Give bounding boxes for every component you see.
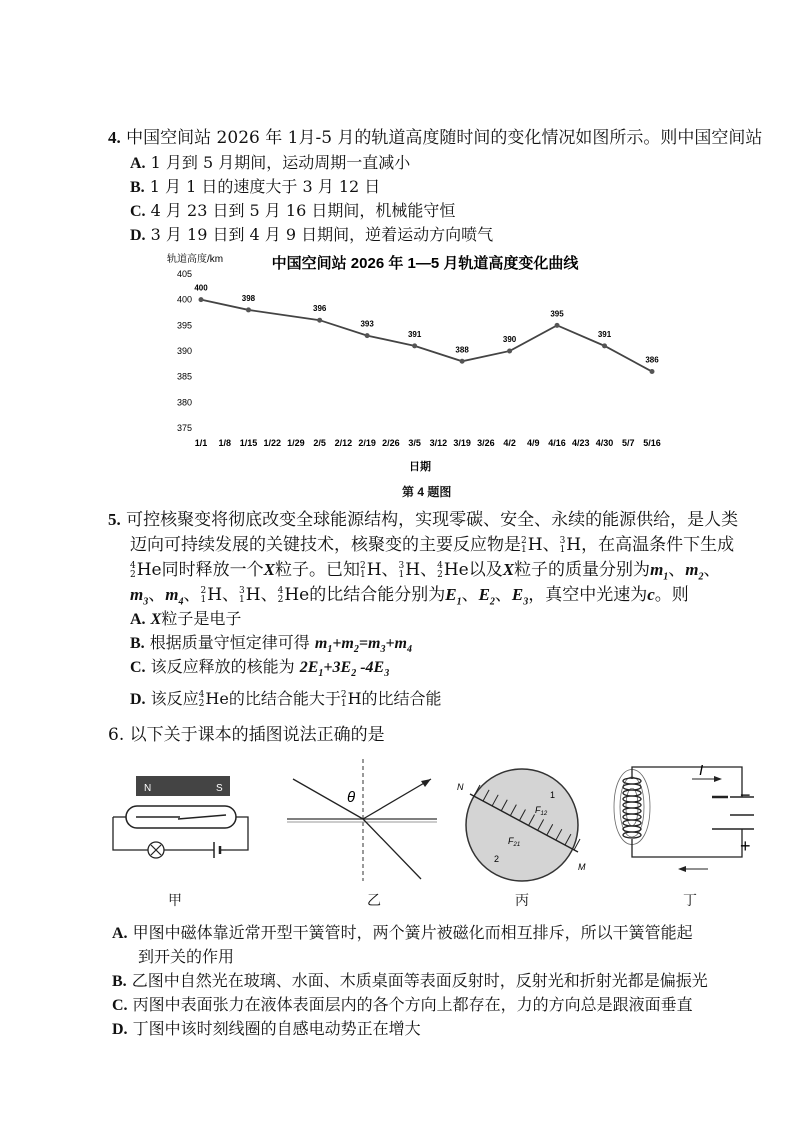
q5-text: ，在高温条件下生成 [581, 535, 735, 555]
chart-xtick-label: 4/2 [503, 438, 516, 448]
chart-point [365, 333, 370, 338]
option-text: 3 月 19 日到 4 月 9 日期间，逆着运动方向喷气 [150, 225, 494, 244]
field-lines [614, 770, 650, 845]
x-particle: X [150, 611, 162, 628]
q5-line2 [130, 534, 734, 556]
chart-data-label: 391 [407, 329, 422, 339]
chart-data-label: 390 [502, 335, 517, 344]
chart-data-label: 388 [455, 345, 469, 355]
energy-e2: $E_2$ [478, 585, 495, 608]
chart-xtick-label: 2/19 [358, 438, 376, 448]
option-text: 丁图中该时刻线圈的自感电动势正在增大 [132, 1019, 421, 1038]
mass-number: 2 [521, 536, 527, 546]
chart-xtick-label: 1/8 [218, 438, 231, 448]
light-speed-c: c [647, 585, 655, 604]
nuclide-h3 [399, 559, 421, 581]
separator: 、 [148, 585, 166, 605]
option-label: B. [112, 973, 127, 990]
label-f12: $F_{12}$ [535, 805, 548, 817]
element-symbol: He [205, 689, 229, 708]
x-particle: X [263, 560, 275, 579]
option-label: C. [130, 659, 146, 676]
option-text: 丙图中表面张力在液体表面层内的各个方向上都存在，力的方向总是跟液面垂直 [132, 995, 693, 1014]
chart-xtick-label: 1/22 [263, 438, 281, 448]
chart-point [199, 297, 204, 302]
charge-number: 1 [359, 570, 366, 580]
nuclide-he4 [278, 584, 310, 606]
q6-option-c [112, 994, 693, 1017]
q5-text: ，真空中光速为 [528, 585, 648, 605]
reed-right [178, 815, 226, 819]
charge-number: 1 [200, 595, 207, 605]
separator: 、 [222, 585, 240, 605]
magnet-s-pole: S [216, 783, 223, 794]
mass-m4: $m_4$ [165, 585, 184, 608]
q4-option-d [130, 224, 493, 247]
chart-xtick-label: 2/12 [334, 438, 353, 448]
option-text: 4 月 23 日到 5 月 16 日期间，机械能守恒 [150, 201, 456, 220]
q4-figure-caption: 第 4 题图 [402, 485, 452, 499]
angle-theta: θ [347, 789, 356, 806]
chart-point [650, 369, 655, 374]
chart-ytick-label: 400 [177, 294, 193, 305]
charge-number: 1 [521, 545, 527, 555]
q5-text: 粒子的质量分别为 [514, 560, 651, 580]
separator: 、 [183, 585, 201, 605]
energy-e3: $E_3$ [511, 585, 529, 608]
q6-option-a [112, 922, 693, 945]
q5-text: 的比结合能分别为 [309, 585, 446, 605]
option-label: D. [112, 1021, 128, 1038]
option-label: A. [130, 611, 146, 628]
label-f21: $F_{21}$ [508, 836, 521, 848]
option-text: 甲图中磁体靠近常开型干簧管时，两个簧片被磁化而相互排斥，所以干簧管能起 [132, 923, 693, 942]
option-label: A. [112, 925, 128, 942]
element-symbol: H [366, 560, 382, 580]
chart-xtick-label: 1/1 [194, 438, 208, 448]
fig-label-ding: 丁 [683, 892, 697, 908]
option-text: 该反应释放的核能为 [150, 657, 300, 676]
chart-xtick-label: 4/9 [527, 438, 540, 448]
chart-point [317, 318, 322, 323]
q6-stem-text: 以下关于课本的插图说法正确的是 [129, 725, 385, 745]
charge-number: 2 [437, 570, 443, 580]
separator: 、 [381, 560, 399, 580]
charge-number: 1 [398, 570, 405, 580]
nuclide-h3 [560, 534, 582, 556]
fig-label-jia: 甲 [168, 892, 182, 908]
charge-number: 2 [198, 699, 205, 709]
mass-number: 4 [198, 690, 205, 700]
chart-xtick-label: 3/19 [453, 438, 471, 448]
arrow-head [678, 866, 686, 872]
q5-text: 迈向可持续发展的关键技术，核聚变的主要反应物是 [130, 535, 521, 555]
q6-option-a-cont: 到开关的作用 [138, 947, 235, 966]
chart-xtick-label: 3/12 [429, 438, 448, 448]
chart-title: 中国空间站 2026 年 1—5 月轨道高度变化曲线 [271, 255, 579, 272]
chart-point [412, 343, 417, 348]
minus-sign: − [740, 785, 751, 805]
q5-text: 。则 [654, 585, 689, 605]
wire [113, 817, 148, 850]
option-text: 1 月到 5 月期间，运动周期一直减小 [150, 153, 411, 172]
q5-option-c [130, 656, 389, 685]
chart-xtick-label: 4/23 [572, 438, 590, 448]
magnet-n-pole: N [144, 783, 152, 794]
figure-reflection [285, 757, 440, 885]
option-label: C. [130, 203, 146, 220]
chart-data-label: 393 [360, 319, 374, 329]
mass-number: 3 [398, 561, 405, 571]
figure-reed-switch [108, 770, 253, 865]
chart-ytick-label: 405 [177, 269, 193, 279]
chart-xtick-label: 1/29 [287, 438, 305, 448]
charge-number: 1 [340, 699, 347, 709]
chart-xtick-label: 4/16 [548, 438, 566, 448]
q6-number: 6. [108, 725, 125, 745]
charge-number: 1 [559, 545, 566, 555]
chart-point [602, 343, 607, 348]
element-symbol: H [405, 560, 421, 580]
chart-data-label: 395 [550, 309, 564, 319]
wire [226, 817, 248, 850]
option-label: D. [130, 691, 146, 708]
mass-number: 3 [559, 536, 566, 546]
q6-option-d [112, 1018, 421, 1041]
arrow-head [421, 779, 431, 787]
chart-data-label: 391 [597, 329, 612, 339]
reflected-ray [363, 779, 431, 819]
nuclide-he4 [437, 559, 469, 581]
mass-number: 2 [200, 586, 207, 596]
chart-ytick-label: 390 [177, 346, 193, 356]
q5-option-a [130, 608, 241, 631]
element-symbol: H [527, 535, 543, 555]
q4-stem-text: 中国空间站 2026 年 1月-5 月的轨道高度随时间的变化情况如图所示。则中国空间站 [126, 128, 763, 148]
chart-series-line [201, 300, 652, 372]
chart-xtick-label: 4/30 [595, 438, 614, 448]
current-label: I [699, 762, 704, 779]
q5-line1 [108, 509, 738, 531]
figure-coil-circuit [612, 757, 762, 877]
mass-number: 3 [239, 586, 245, 596]
element-symbol: H [245, 585, 261, 605]
separator: 、 [420, 560, 438, 580]
chart-ytick-label: 385 [177, 371, 193, 382]
mass-m1: $m_1$ [650, 560, 669, 583]
q5-text: 粒子。已知 [274, 560, 360, 580]
arrow-head [714, 776, 722, 782]
option-label: B. [130, 635, 145, 652]
region-1: 1 [550, 790, 556, 800]
chart-xtick-label: 2/5 [313, 438, 326, 448]
nuclide-h3 [239, 584, 261, 606]
mass-m2: $m_2$ [685, 560, 704, 583]
element-symbol: H [566, 535, 582, 555]
refracted-ray [363, 819, 421, 879]
nuclide-he4 [199, 688, 229, 710]
q4-option-a [130, 152, 410, 175]
element-symbol: He [136, 560, 162, 580]
x-particle: X [502, 560, 515, 579]
mass-number: 4 [130, 561, 136, 571]
chart-xlabel: 日期 [409, 461, 431, 473]
q4-option-c [130, 200, 455, 223]
chart-xtick-label: 2/26 [382, 438, 400, 448]
liquid-surface [466, 769, 578, 881]
nuclide-h2 [521, 534, 543, 556]
element-symbol: H [207, 585, 223, 605]
separator: 、 [461, 585, 479, 605]
plus-sign: + [740, 836, 751, 856]
element-symbol: He [443, 560, 469, 580]
option-text: 该反应 [150, 689, 199, 708]
charge-number: 2 [277, 595, 284, 605]
q5-text: 以及 [468, 560, 503, 580]
option-text: 的比结合能 [361, 689, 442, 708]
chart-point [555, 323, 560, 328]
charge-number: 1 [239, 595, 245, 605]
chart-data-label: 398 [241, 293, 256, 303]
option-label: C. [112, 997, 128, 1014]
option-text: 根据质量守恒定律可得 [149, 633, 315, 652]
option-label: A. [130, 155, 146, 172]
chart-xtick-label: 5/7 [622, 438, 635, 448]
label-n: N [457, 782, 464, 792]
chart-xtick-label: 5/16 [643, 438, 661, 448]
option-text: 乙图中自然光在玻璃、水面、木质桌面等表面反射时，反射光和折射光都是偏振光 [131, 971, 708, 990]
option-label: B. [130, 179, 145, 196]
mass-number: 4 [277, 586, 284, 596]
option-text: 1 月 1 日的速度大于 3 月 12 日 [149, 177, 381, 196]
chart-ylabel: 轨道高度/km [167, 254, 224, 265]
element-symbol: He [284, 585, 310, 605]
figure-surface-tension [452, 768, 597, 883]
chart-xtick-label: 3/5 [408, 438, 421, 448]
chart-xtick-label: 3/26 [477, 438, 495, 448]
q4-number: 4. [108, 128, 121, 147]
q6-stem [108, 724, 385, 746]
orbit-height-chart [165, 248, 685, 498]
chart-data-label: 386 [645, 355, 659, 365]
option-formula: $m_1+m_2=m_3+m_4$ [314, 635, 412, 656]
element-symbol: H [347, 689, 362, 708]
q5-option-d [130, 688, 442, 711]
label-m: M [578, 862, 586, 872]
chart-ytick-label: 395 [177, 320, 193, 331]
chart-ytick-label: 375 [177, 423, 193, 433]
coil-windings [623, 778, 641, 838]
fig-label-bing: 丙 [515, 892, 529, 908]
chart-point [460, 359, 465, 364]
wire-bottom [632, 829, 742, 857]
nuclide-h2 [200, 584, 222, 606]
chart-xtick-label: 1/15 [239, 438, 258, 448]
chart-ytick-label: 380 [177, 397, 193, 408]
nuclide-h2 [360, 559, 382, 581]
separator: 、 [494, 585, 512, 605]
mass-m3: $m_3$ [130, 585, 149, 608]
mass-number: 4 [437, 561, 443, 571]
mass-number: 2 [359, 561, 366, 571]
nuclide-h2 [341, 688, 362, 710]
energy-e1: $E_1$ [445, 585, 462, 608]
nuclide-he4 [130, 559, 162, 581]
region-2: 2 [494, 854, 500, 864]
q5-number: 5. [108, 510, 121, 529]
fig-label-yi: 乙 [367, 892, 381, 908]
q4-stem [108, 127, 762, 149]
q6-option-b [112, 970, 708, 993]
option-text: 粒子是电子 [161, 609, 242, 628]
separator: 、 [668, 560, 686, 580]
chart-data-label: 396 [313, 304, 327, 314]
separator: 、 [703, 560, 721, 580]
q5-line1-text: 可控核聚变将彻底改变全球能源结构，实现零碳、安全、永续的能源供给，是人类 [126, 510, 739, 530]
option-text: 的比结合能大于 [228, 689, 341, 708]
chart-data-label: 400 [194, 283, 208, 293]
q5-text: 同时释放一个 [161, 560, 264, 580]
separator: 、 [260, 585, 278, 605]
mass-number: 2 [340, 690, 347, 700]
q4-option-b [130, 176, 380, 199]
chart-point [246, 307, 251, 312]
separator: 、 [542, 535, 560, 555]
option-label: D. [130, 227, 146, 244]
chart-point [507, 349, 512, 354]
option-formula: $2E_1+3E_2$ $-4E_3$ [299, 659, 390, 680]
charge-number: 2 [130, 570, 136, 580]
